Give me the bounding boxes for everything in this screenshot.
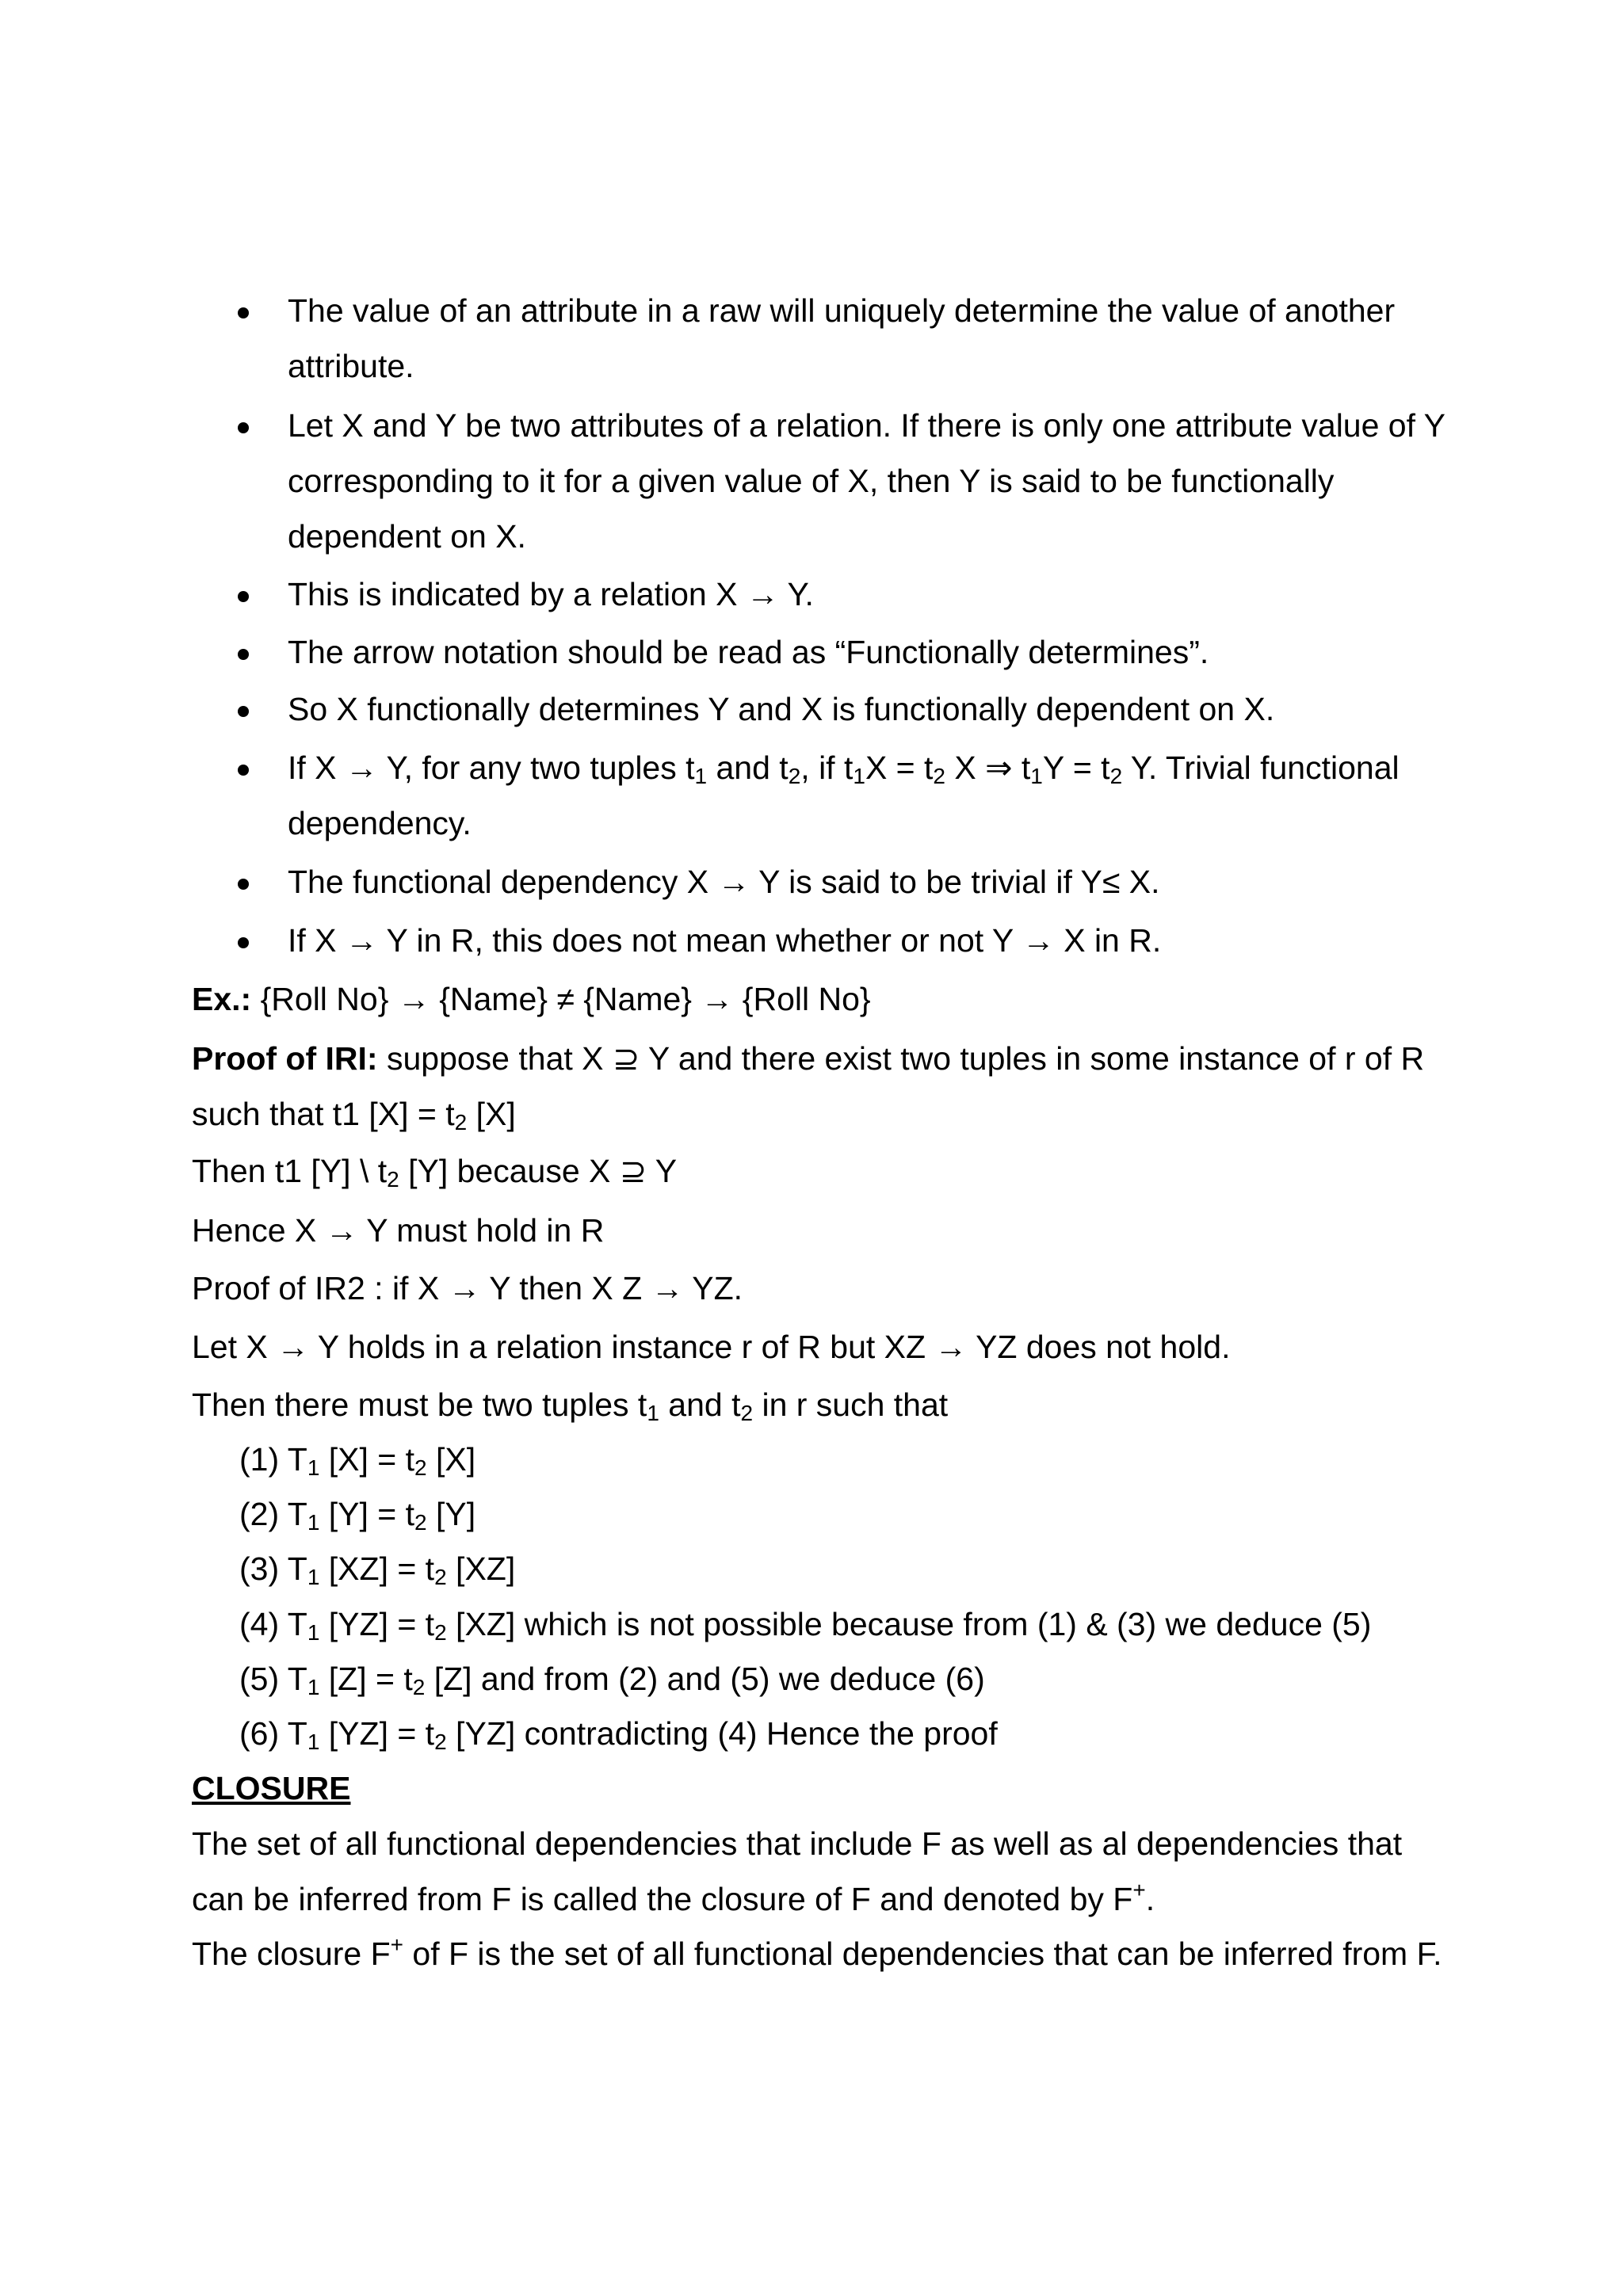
- bullet-marker: [238, 765, 249, 776]
- closure-text: can be inferred from F is called the closure of F and denoted by F+.: [192, 1878, 1155, 1917]
- proof-step: (2) T1 [Y] = t2 [Y]: [239, 1496, 476, 1535]
- proof-ir2-line: Then there must be two tuples t1 and t2 in r such that: [192, 1386, 949, 1425]
- bullet-marker: [238, 307, 249, 318]
- bullet-marker: [238, 422, 249, 433]
- proof-iri-label: Proof of IRI:: [192, 1040, 378, 1077]
- bullet-text: The arrow notation should be read as “Functionally determines”.: [288, 634, 1209, 670]
- bullet-text: The functional dependency X → Y is said to be trivial if Y≤ X.: [288, 864, 1160, 900]
- proof-step: (1) T1 [X] = t2 [X]: [239, 1441, 476, 1480]
- proof-ir2-line: Let X → Y holds in a relation instance r of R but XZ → YZ does not hold.: [192, 1329, 1231, 1365]
- proof-ir2-line: Proof of IR2 : if X → Y then X Z → YZ.: [192, 1270, 743, 1306]
- bullet-text: So X functionally determines Y and X is functionally dependent on X.: [288, 691, 1275, 727]
- bullet-text: dependency.: [288, 805, 472, 841]
- bullet-text: This is indicated by a relation X → Y.: [288, 576, 814, 612]
- example-label: Ex.:: [192, 981, 252, 1017]
- proof-step: (4) T1 [YZ] = t2 [XZ] which is not possible because from (1) & (3) we deduce (5): [239, 1606, 1372, 1645]
- proof-iri-line: Hence X → Y must hold in R: [192, 1212, 605, 1249]
- proof-step: (6) T1 [YZ] = t2 [YZ] contradicting (4) Hence the proof: [239, 1715, 998, 1754]
- bullet-marker: [238, 937, 249, 948]
- proof-step: (3) T1 [XZ] = t2 [XZ]: [239, 1550, 516, 1589]
- example-line: Ex.: {Roll No} → {Name} ≠ {Name} → {Roll No}: [192, 981, 871, 1017]
- proof-iri-line: Then t1 [Y] \ t2 [Y] because X ⊇ Y: [192, 1153, 678, 1192]
- closure-heading: CLOSURE: [192, 1770, 351, 1806]
- bullet-marker: [238, 706, 249, 717]
- bullet-text: Let X and Y be two attributes of a relation. If there is only one attribute value of Y: [288, 407, 1445, 444]
- bullet-text: If X → Y in R, this does not mean whether or not Y → X in R.: [288, 922, 1162, 959]
- proof-step: (5) T1 [Z] = t2 [Z] and from (2) and (5) we deduce (6): [239, 1661, 985, 1699]
- bullet-marker: [238, 879, 249, 890]
- proof-iri-line: such that t1 [X] = t2 [X]: [192, 1096, 516, 1135]
- bullet-marker: [238, 591, 249, 602]
- bullet-marker: [238, 649, 249, 660]
- bullet-text: attribute.: [288, 348, 414, 384]
- closure-text: The closure F+ of F is the set of all functional dependencies that can be inferred from F.: [192, 1932, 1442, 1972]
- bullet-text: corresponding to it for a given value of X, then Y is said to be functionally: [288, 463, 1335, 499]
- bullet-text: The value of an attribute in a raw will uniquely determine the value of another: [288, 292, 1396, 329]
- proof-iri-line: Proof of IRI: suppose that X ⊇ Y and there exist two tuples in some instance of r of R: [192, 1040, 1425, 1077]
- closure-text: The set of all functional dependencies that include F as well as al dependencies that: [192, 1825, 1403, 1862]
- bullet-text: If X → Y, for any two tuples t1 and t2, if t1X = t2 X ⇒ t1Y = t2 Y. Trivial functional: [288, 749, 1400, 788]
- bullet-text: dependent on X.: [288, 518, 526, 555]
